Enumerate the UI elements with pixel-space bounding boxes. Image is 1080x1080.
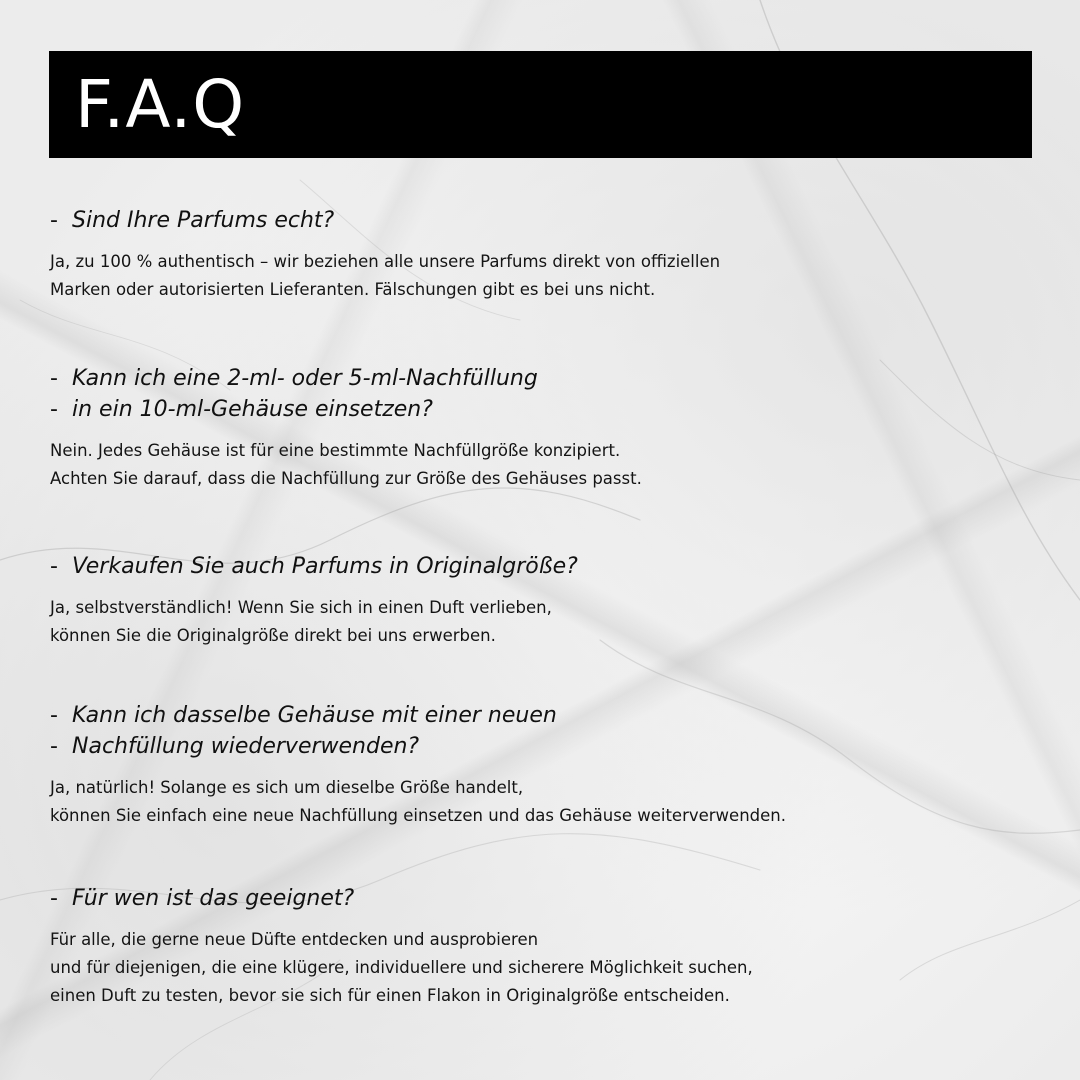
- bullet-dash: -: [50, 886, 58, 911]
- bullet-dash: -: [50, 397, 58, 422]
- faq-question: - Sind Ihre Parfums echt?: [50, 205, 1040, 236]
- bullet-dash: -: [50, 734, 58, 759]
- faq-question: - Kann ich eine 2-ml- oder 5-ml-Nachfüllung: [50, 363, 1040, 394]
- faq-item: [50, 363, 1040, 493]
- faq-item: [50, 883, 1040, 1010]
- faq-question: - Verkaufen Sie auch Parfums in Originalgröße?: [50, 551, 1040, 582]
- faq-item: [50, 205, 1040, 304]
- answer-line: Ja, natürlich! Solange es sich um dieselbe Größe handelt,: [50, 778, 524, 797]
- answer-line: und für diejenigen, die eine klügere, individuellere und sicherere Möglichkeit suchen,: [50, 958, 753, 977]
- faq-item: [50, 700, 1040, 830]
- faq-answer: [50, 594, 1040, 650]
- answer-line: Nein. Jedes Gehäuse ist für eine bestimmte Nachfüllgröße konzipiert.: [50, 441, 621, 460]
- answer-line: einen Duft zu testen, bevor sie sich für einen Flakon in Originalgröße entscheiden.: [50, 986, 730, 1005]
- answer-line: Ja, zu 100 % authentisch – wir beziehen alle unsere Parfums direkt von offiziellen: [50, 252, 721, 271]
- faq-question: - Für wen ist das geeignet?: [50, 883, 1040, 914]
- faq-answer: [50, 926, 1040, 1010]
- answer-line: Achten Sie darauf, dass die Nachfüllung zur Größe des Gehäuses passt.: [50, 469, 642, 488]
- answer-line: Ja, selbstverständlich! Wenn Sie sich in einen Duft verlieben,: [50, 598, 552, 617]
- faq-answer: [50, 774, 1040, 830]
- page-title: F.A.Q: [75, 66, 246, 143]
- faq-answer: [50, 248, 1040, 304]
- answer-line: Marken oder autorisierten Lieferanten. Fälschungen gibt es bei uns nicht.: [50, 280, 656, 299]
- faq-header-banner: [49, 51, 1032, 158]
- faq-question: - Nachfüllung wiederverwenden?: [50, 731, 1040, 762]
- answer-line: Für alle, die gerne neue Düfte entdecken und ausprobieren: [50, 930, 539, 949]
- answer-line: können Sie einfach eine neue Nachfüllung einsetzen und das Gehäuse weiterverwenden.: [50, 806, 786, 825]
- faq-answer: [50, 437, 1040, 493]
- bullet-dash: -: [50, 554, 58, 579]
- faq-question: - in ein 10-ml-Gehäuse einsetzen?: [50, 394, 1040, 425]
- faq-item: [50, 551, 1040, 650]
- answer-line: können Sie die Originalgröße direkt bei uns erwerben.: [50, 626, 496, 645]
- bullet-dash: -: [50, 208, 58, 233]
- bullet-dash: -: [50, 703, 58, 728]
- faq-question: - Kann ich dasselbe Gehäuse mit einer neuen: [50, 700, 1040, 731]
- bullet-dash: -: [50, 366, 58, 391]
